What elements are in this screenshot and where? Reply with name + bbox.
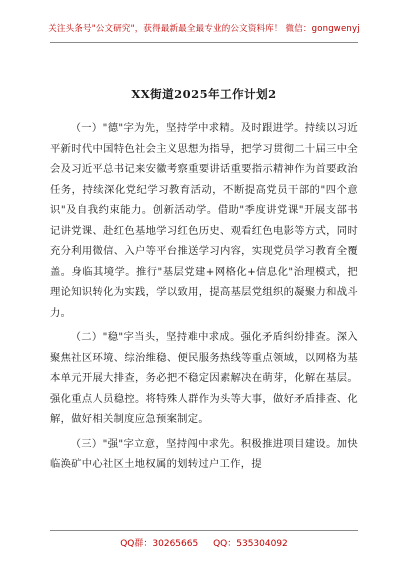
document-body: [50, 118, 358, 479]
footer-contact: [0, 536, 408, 549]
paragraph-de: （一）"德"字为先，坚持学中求精。及时跟进学。持续以习近平新时代中国特色社会主义思想为指导，把学习贯彻二十届三中全会及习近平总书记来安徽考察重要讲话重要指示精神作为首要政治任务，持续深化党纪学习教育活动，不断提高党员干部的"四个意识"及自我约束能力。创新活动学。借助"季度讲党课"开展支部书记讲党课、赴红色基地学习红色历史、观看红色电影等方式，同时充分利用微信、入户等平台推送学习内容，实现党员学习教育全覆盖。身临其境学。推行"基层党建+网格化+信息化"治理模式，把理论知识转化为实践，学以致用，提高基层党组织的凝聚力和战斗力。: [50, 122, 358, 319]
paragraph-qiang: （三）"强"字立意，坚持闯中求先。积极推进项目建设。加快临涣矿中心社区土地权属的划转过户工作，提: [50, 437, 358, 470]
paragraph-wen: （二）"稳"字当头，坚持难中求成。强化矛盾纠纷排查。深入聚焦社区环境、综治维稳、便民服务热线等重点领域，以网格为基本单元开展大排查，务必把不稳定因素解决在萌芽，化解在基层。强化重点人员稳控。将特殊人群作为头等大事，做好矛盾排查、化解，做好相关制度应急预案制定。: [50, 331, 358, 425]
header-rule: [50, 42, 358, 43]
header-banner: 关注头条号"公文研究"，获得最新最全最专业的公文资料库！ 微信：gongwenyj: [48, 24, 360, 34]
footer-qq: QQ：535304092: [213, 539, 288, 549]
footer-rule: [50, 530, 358, 531]
footer-qq-group: QQ群：30265665: [120, 539, 199, 549]
document-title: XX街道2025年工作计划2: [131, 87, 277, 101]
